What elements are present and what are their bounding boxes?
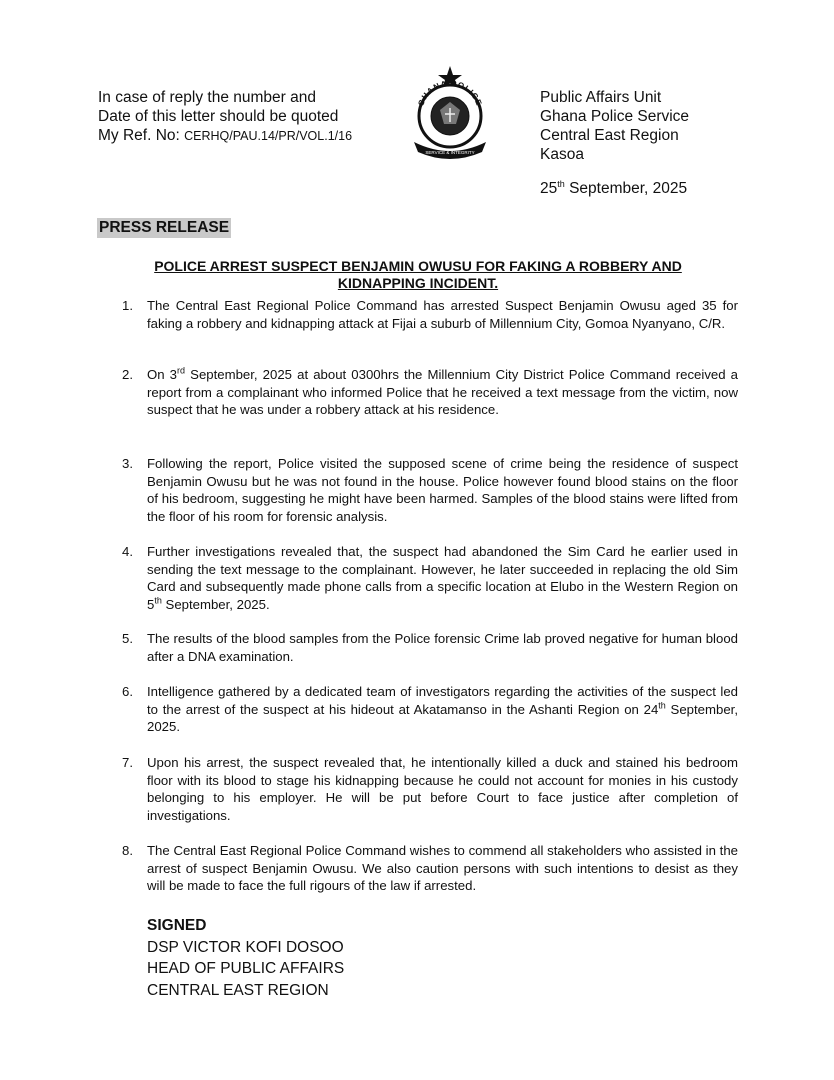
item-text: The Central East Regional Police Command wishes to commend all stakeholders who assisted in the arrest of suspect Benjamin Owusu. We also caution persons with such intentions to desist as they will be made to face the full rigours of the law if arrested. [147, 843, 738, 894]
signatory-name: DSP VICTOR KOFI DOSOO [147, 938, 344, 956]
address-town: Kasoa [540, 146, 584, 163]
ghana-police-crest-icon [408, 64, 492, 160]
list-item [122, 630, 738, 665]
reference-block [98, 88, 352, 146]
release-title-line2: KIDNAPPING INCIDENT. [337, 275, 499, 291]
item-text: On 3rd September, 2025 at about 0300hrs the Millennium City District Police Command received a report from a complainant who informed Police that he received a text message from the victim, now suspect that he was under a robbery attack at his residence. [147, 365, 739, 418]
signatory-region: CENTRAL EAST REGION [147, 981, 329, 999]
item-text: Upon his arrest, the suspect revealed that, he intentionally killed a duck and stained his bedroom floor with its blood to stage his kidnapping because he could not account for monies in his custody belonging to his employer. He will be put before Court to face justice after completion of investigations. [147, 755, 738, 823]
reference-number [98, 126, 352, 146]
release-title-line1: POLICE ARREST SUSPECT BENJAMIN OWUSU FOR FAKING A ROBBERY AND [154, 258, 682, 274]
signatory-position: HEAD OF PUBLIC AFFAIRS [147, 960, 345, 977]
list-item [122, 543, 738, 613]
item-text: Further investigations revealed that, the suspect had abandoned the Sim Card he earlier used in sending the text message to the complainant. However, he later succeeded in replacing the old Sim Card and subsequently made phone calls from a specific location at Elubo in the Western Region on 5th September, 2025. [147, 544, 738, 612]
item-number: 4. [122, 544, 133, 559]
release-title [112, 258, 724, 292]
signed-label: SIGNED [147, 917, 207, 934]
item-number: 3. [122, 456, 133, 471]
reply-instruction-line1: In case of reply the number and [98, 89, 316, 106]
list-item [122, 297, 738, 332]
reply-instruction-line2: Date of this letter should be quoted [98, 108, 339, 125]
item-text: The results of the blood samples from the Police forensic Crime lab proved negative for human blood after a DNA examination. [147, 631, 738, 664]
address-block [540, 88, 689, 164]
reference-prefix: My Ref. No: [98, 127, 185, 144]
list-item [122, 366, 738, 419]
list-item [122, 683, 738, 736]
item-text: Intelligence gathered by a dedicated team of investigators regarding the activities of the suspect led to the arrest of the suspect at his hideout at Akatamanso in the Ashanti Region on 24th September, 2025. [147, 684, 738, 735]
signature-block [147, 915, 344, 1001]
item-text: Following the report, Police visited the supposed scene of crime being the residence of suspect Benjamin Owusu but he was not found in the house. Police however found blood stains on the floor of his bedroom, suggesting he might have been harmed. Samples of the blood stains were lifted from the floor of his room for forensic analysis. [147, 456, 738, 524]
item-number: 2. [122, 367, 133, 382]
item-number: 1. [122, 298, 133, 313]
list-item [122, 754, 738, 824]
list-item [122, 842, 738, 895]
address-region: Central East Region [540, 127, 679, 144]
item-text: The Central East Regional Police Command has arrested Suspect Benjamin Owusu aged 35 for faking a robbery and kidnapping attack at Fijai a suburb of Millennium City, Gomoa Nyanyano, C/R. [147, 298, 738, 331]
svg-text:GHANA POLICE: GHANA POLICE [416, 78, 484, 108]
reference-code: CERHQ/PAU.14/PR/VOL.1/16 [184, 129, 353, 143]
item-number: 6. [122, 684, 133, 699]
address-unit: Public Affairs Unit [540, 89, 662, 106]
svg-text:SERVICE & INTEGRITY: SERVICE & INTEGRITY [425, 150, 475, 155]
item-number: 7. [122, 755, 133, 770]
item-number: 5. [122, 631, 133, 646]
address-service: Ghana Police Service [540, 108, 690, 125]
press-release-label: PRESS RELEASE [99, 219, 230, 236]
item-number: 8. [122, 843, 133, 858]
list-item [122, 455, 738, 525]
letter-date: 25th September, 2025 [540, 178, 688, 197]
